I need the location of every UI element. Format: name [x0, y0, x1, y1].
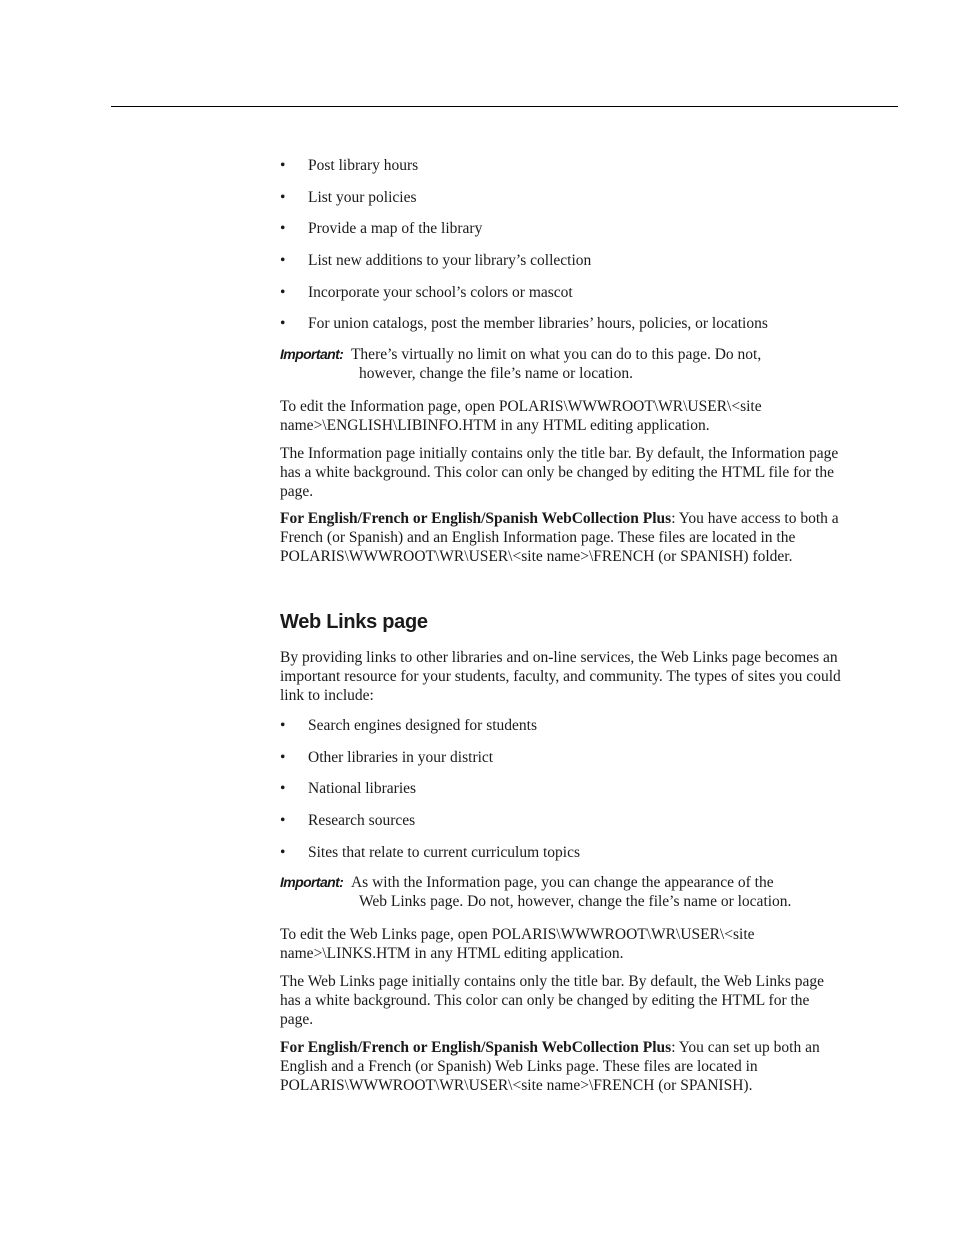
note-text: : You can set up both an English and a French (or Spanish) Web Links page. These files are located in POLARIS\WWWROOT\WR\USER\<site name>\FRENCH (or SPANISH). — [280, 1039, 820, 1094]
note-text: : You have access to both a French (or Spanish) and an English Information page. These files are located in the POLARIS\WWWROOT\WR\USER\<site name>\FRENCH (or SPANISH) folder. — [280, 510, 839, 565]
bullet-icon: • — [280, 252, 286, 269]
bullet-icon: • — [280, 749, 286, 766]
bullet-icon: • — [280, 717, 286, 734]
bullet-icon: • — [280, 780, 286, 797]
note-label: For English/French or English/Spanish WebCollection Plus — [280, 1039, 672, 1056]
important-note — [280, 345, 845, 383]
list-item-text: Incorporate your school’s colors or mascot — [308, 284, 573, 301]
important-note — [280, 873, 845, 911]
bullet-icon: • — [280, 157, 286, 174]
bullet-icon: • — [280, 315, 286, 332]
paragraph: The Web Links page initially contains only the title bar. By default, the Web Links page has a white background. This color can only be changed by editing the HTML for the page. — [280, 973, 825, 1028]
important-text: There’s virtually no limit on what you can do to this page. Do not, — [350, 346, 762, 363]
webcollection-note — [280, 1038, 845, 1095]
paragraph: To edit the Information page, open POLARIS\WWWROOT\WR\USER\<site name>\ENGLISH\LIBINFO.HTM in any HTML editing application. — [280, 398, 762, 434]
important-text: As with the Information page, you can change the appearance of the — [350, 874, 774, 891]
header-rule — [111, 106, 898, 107]
important-label: Important: — [280, 346, 344, 362]
paragraph: By providing links to other libraries and on-line services, the Web Links page becomes an important resource for your students, faculty, and community. The types of sites you could link to include: — [280, 649, 841, 704]
section-heading: Web Links page — [280, 611, 428, 633]
list-item-text: List new additions to your library’s collection — [308, 252, 592, 269]
list-item-text: Sites that relate to current curriculum topics — [308, 844, 581, 861]
bullet-icon: • — [280, 284, 286, 301]
list-item-text: For union catalogs, post the member libraries’ hours, policies, or locations — [308, 315, 768, 332]
webcollection-note — [280, 509, 845, 566]
paragraph: The Information page initially contains only the title bar. By default, the Information page has a white background. This color can only be changed by editing the HTML file for the page. — [280, 445, 839, 500]
paragraph: To edit the Web Links page, open POLARIS\WWWROOT\WR\USER\<site name>\LINKS.HTM in any HTML editing application. — [280, 926, 755, 962]
note-label: For English/French or English/Spanish WebCollection Plus — [280, 510, 672, 527]
list-item-text: National libraries — [308, 780, 417, 797]
list-item-text: Search engines designed for students — [308, 717, 537, 734]
bullet-icon: • — [280, 189, 286, 206]
important-text: however, change the file’s name or location. — [359, 365, 633, 382]
important-label: Important: — [280, 874, 344, 890]
list-item-text: Other libraries in your district — [308, 749, 494, 766]
bullet-icon: • — [280, 844, 286, 861]
list-item-text: List your policies — [308, 189, 417, 206]
list-item-text: Research sources — [308, 812, 416, 829]
important-text: Web Links page. Do not, however, change the file’s name or location. — [359, 893, 792, 910]
list-item-text: Post library hours — [308, 157, 419, 174]
bullet-icon: • — [280, 812, 286, 829]
bullet-icon: • — [280, 220, 286, 237]
list-item-text: Provide a map of the library — [308, 220, 483, 237]
